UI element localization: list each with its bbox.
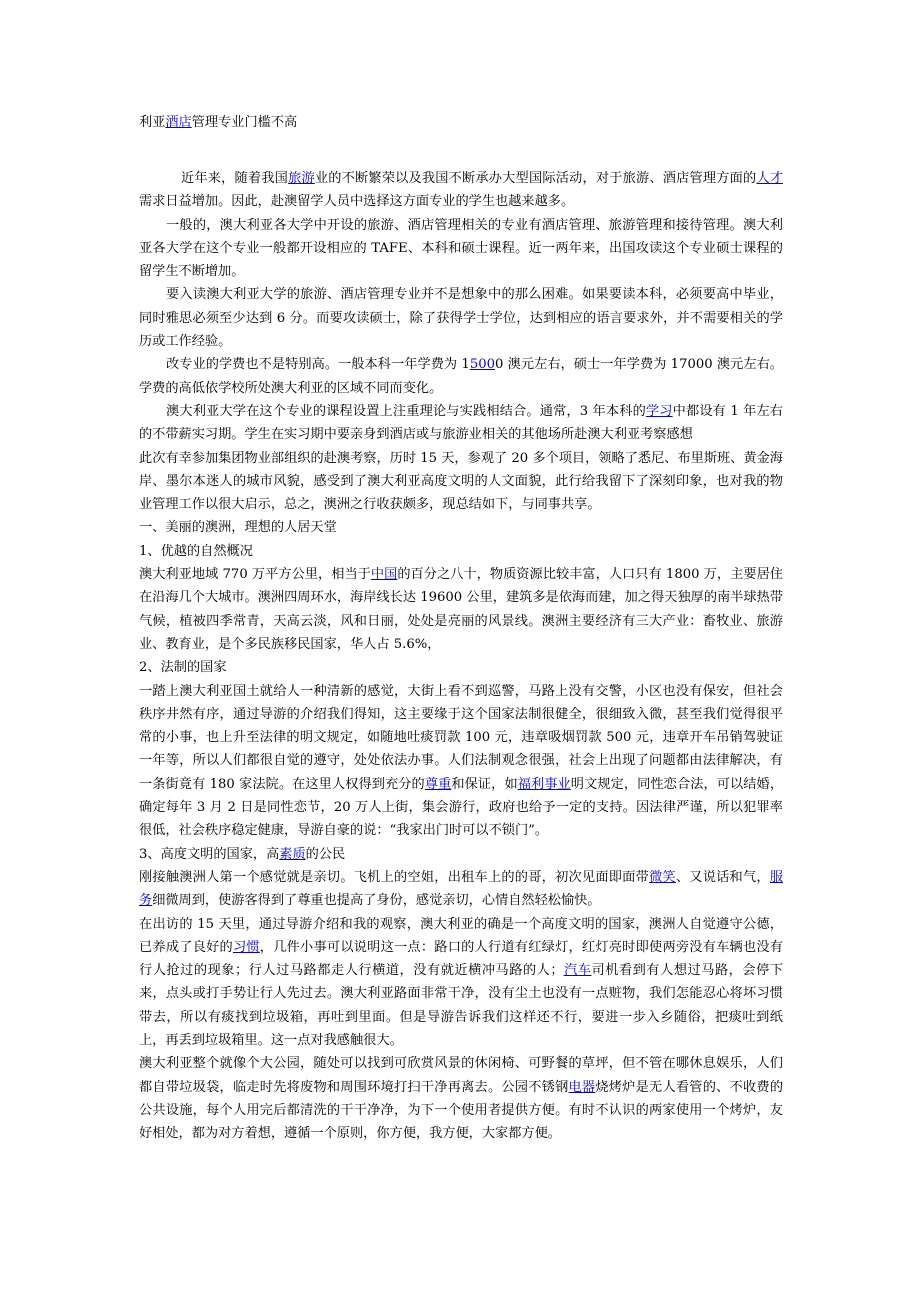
people-paragraph-1: 刚接触澳洲人第一个感觉就是亲切。飞机上的空姐，出租车上的的哥，初次见面即面带微笑、又说话和气，服务细微周到，使游客得到了尊重也提高了身份，感觉亲切，心情自然轻松愉快。 [139, 869, 783, 909]
link-china[interactable]: 中国 [370, 567, 398, 583]
link-respect[interactable]: 尊重 [424, 776, 452, 792]
link-hotel[interactable]: 酒店 [165, 115, 192, 130]
law-paragraph: 一踏上澳大利亚国土就给人一种清新的感觉，大街上看不到巡警，马路上没有交警，小区也没有保安，但社会秩序井然有序，通过导游的介绍我们得知，这主要缘于这个国家法制很健全，很细致入微，甚至我们觉得很平常的小事，也上升至法律的明文规定，如随地吐痰罚款 100 元，违章吸烟罚款 500 元，违章开车吊销驾驶证一年等，所以人们都很自觉的遵守，处处依法办事。人们法制观念很强，社会上出现了问题都由法律解决，有一条街竟有 180 家法院。在这里人权得到充分的尊重和保证，如福利事业明文规定，同性恋合法，可以结婚，确定每年 3 月 2 日是同性恋节，20 万人上街，集会游行，政府也给予一定的支持。因法律严谨，所以犯罪率很低，社会秩序稳定健康，导游自豪的说：“我家出门时可以不锁门”。 [139, 683, 784, 839]
link-tourism[interactable]: 旅游 [288, 171, 315, 186]
report-intro-paragraph: 此次有幸参加集团物业部组织的赴澳考察，历时 15 天，参观了 20 多个项目，领略了悉尼、布里斯班、黄金海岸、墨尔本迷人的城市风貌，感受到了澳大利亚高度文明的人文面貌，此行给我留下了深刻印象，也对我的物业管理工作以很大启示，总之，澳洲之行收获颇多，现总结如下，与同事共享。 [139, 450, 783, 513]
heading-civilization: 3、高度文明的国家，高素质的公民 [139, 846, 346, 862]
intro-paragraph-1: 近年来，随着我国旅游业的不断繁荣以及我国不断承办大型国际活动，对于旅游、酒店管理方面的人才需求日益增加。因此，赴澳留学人员中选择这方面专业的学生也越来越多。 [139, 171, 784, 210]
link-fee[interactable]: 500 [469, 357, 495, 373]
link-welfare[interactable]: 福利事业 [517, 776, 571, 792]
people-paragraph-2: 在出访的 15 天里，通过导游介绍和我的观察，澳大利亚的确是一个高度文明的国家，澳洲人自觉遵守公德，已养成了良好的习惯，几件小事可以说明这一点：路口的人行道有红绿灯，红灯亮时即使两旁没有车辆也没有行人抢过的现象；行人过马路都走人行横道，没有就近横冲马路的人；汽车司机看到有人想过马路，会停下来，点头或打手势让行人先过去。澳大利亚路面非常干净，没有尘土也没有一点赃物，我们怎能忍心将坏习惯带去，所以有痰找到垃圾箱，再吐到里面。但是导游告诉我们这样还不行，要进一步入乡随俗，把痰吐到纸上，再丢到垃圾箱里。这一点对我感触很大。 [139, 916, 784, 1048]
heading-section-1: 一、美丽的澳洲，理想的人居天堂 [139, 520, 337, 536]
document-title: 利亚酒店管理专业门槛不高 [139, 115, 298, 130]
heading-nature: 1、优越的自然概况 [139, 543, 253, 559]
intro-paragraph-3: 要入读澳大利亚大学的旅游、酒店管理专业并不是想象中的那么困难。如果要读本科，必须要高中毕业，同时雅思必须至少达到 6 分。而要攻读硕士，除了获得学士学位，达到相应的语言要求外，并不需要相关的学历或工作经验。 [139, 287, 783, 350]
intro-paragraph-5: 澳大利亚大学在这个专业的课程设置上注重理论与实践相结合。通常，3 年本科的学习中都设有 1 年左右的不带薪实习期。学生在实习期中要亲身到酒店或与旅游业相关的其他场所赴澳大利亚考察感想 [139, 403, 783, 443]
heading-law: 2、法制的国家 [139, 660, 227, 676]
link-appliance[interactable]: 电器 [568, 1079, 596, 1095]
link-talent[interactable]: 人才 [756, 171, 784, 186]
intro-paragraph-4: 改专业的学费也不是特别高。一般本科一年学费为 15000 澳元左右，硕士一年学费为 17000 澳元左右。学费的高低依学校所处澳大利亚的区域不同而变化。 [139, 357, 783, 396]
nature-paragraph: 澳大利亚地域 770 万平方公里，相当于中国的百分之八十，物质资源比较丰富，人口只有 1800 万，主要居住在沿海几个大城市。澳洲四周环水，海岸线长达 19600 公里，建筑多是依海而建，加之得天独厚的南半球热带气候，植被四季常青，天高云淡，风和日丽，处处是亮丽的风景线。澳洲主要经济有三大产业：畜牧业、旅游业、教育业，是个多民族移民国家，华人占 5.6%， [139, 567, 783, 652]
park-paragraph: 澳大利亚整个就像个大公园，随处可以找到可欣赏风景的休闲椅、可野餐的草坪，但不管在哪休息娱乐，人们都自带垃圾袋，临走时先将废物和周围环境打扫干净再离去。公园不锈钢电器烧烤炉是无人看管的、不收费的公共设施，每个人用完后都清洗的干干净净，为下一个使用者提供方便。有时不认识的两家使用一个烤炉，友好相处，都为对方着想，遵循一个原则，你方便，我方便，大家都方便。 [139, 1056, 784, 1142]
document-page [139, 111, 783, 1145]
link-quality[interactable]: 素质 [279, 846, 306, 862]
intro-paragraph-2: 一般的，澳大利亚各大学中开设的旅游、酒店管理相关的专业有酒店管理、旅游管理和接待管理。澳大利亚各大学在这个专业一般都开设相应的 TAFE、本科和硕士课程。近一两年来，出国攻读这个专业硕士课程的留学生不断增加。 [139, 217, 783, 280]
link-smile[interactable]: 微笑 [649, 869, 676, 885]
link-service[interactable]: 服务 [139, 869, 783, 909]
link-study[interactable]: 学习 [645, 403, 673, 419]
link-car[interactable]: 汽车 [563, 963, 592, 979]
link-habit[interactable]: 习惯 [232, 939, 260, 955]
